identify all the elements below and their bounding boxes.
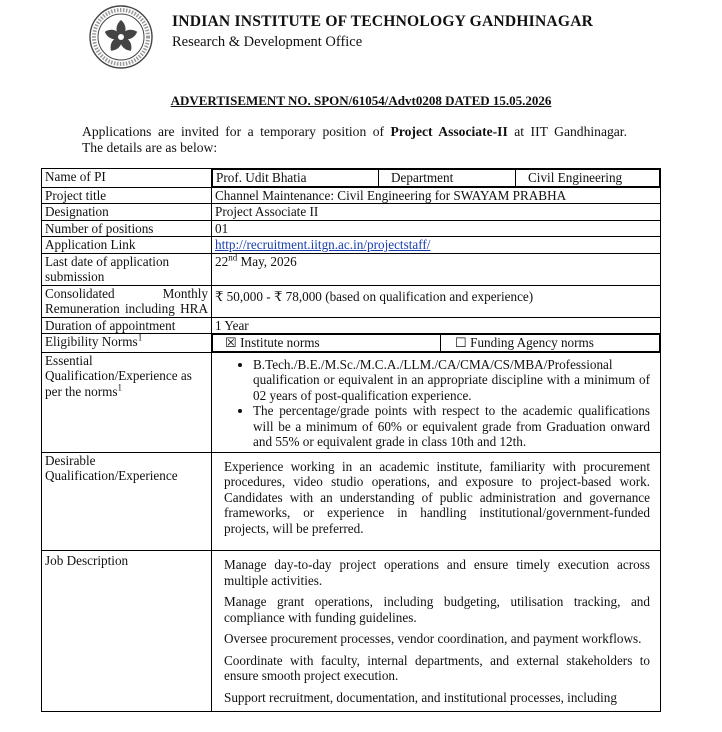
job-description-label: Job Description <box>42 551 212 712</box>
details-table <box>41 168 661 712</box>
table-row <box>42 334 661 353</box>
pi-label: Name of PI <box>42 169 212 188</box>
department-label: Department <box>379 170 516 187</box>
list-item: Coordinate with faculty, internal departments, and external stakeholders to ensure smooth project execution. <box>224 652 650 683</box>
project-title-value: Channel Maintenance: Civil Engineering for SWAYAM PRABHA <box>212 187 661 204</box>
job-description-value <box>212 551 661 712</box>
remuneration-value: ₹ 50,000 - ₹ 78,000 (based on qualification and experience) <box>212 285 661 317</box>
intro-paragraph: Applications are invited for a temporary position of Project Associate-II at IIT Gandhinagar. The details are as below: <box>82 124 627 155</box>
table-row <box>42 285 661 317</box>
table-row <box>42 204 661 221</box>
application-link[interactable]: http://recruitment.iitgn.ac.in/projectstaff/ <box>215 237 431 252</box>
positions-value: 01 <box>212 220 661 237</box>
iitgn-seal-icon <box>88 4 154 70</box>
essential-value <box>212 352 661 452</box>
institute-name: INDIAN INSTITUTE OF TECHNOLOGY GANDHINAGAR <box>172 13 594 30</box>
table-row <box>42 551 661 712</box>
advertisement-title: ADVERTISEMENT NO. SPON/61054/Advt0208 DATED 15.05.2026 <box>170 93 552 108</box>
list-item: Manage day-to-day project operations and ensure timely execution across multiple activities. <box>224 557 650 588</box>
table-row <box>42 352 661 452</box>
position-name: Project Associate-II <box>390 124 508 139</box>
designation-label: Designation <box>42 204 212 221</box>
table-row <box>42 187 661 204</box>
table-row <box>42 237 661 254</box>
table-row <box>42 220 661 237</box>
department-value: Civil Engineering <box>516 170 660 187</box>
last-date-value: 22nd May, 2026 <box>212 253 661 285</box>
list-item: Oversee procurement processes, vendor coordination, and payment workflows. <box>224 631 642 646</box>
list-item: • B.Tech./B.E./M.Sc./M.C.A./LLM./CA/CMA/CS/MBA/Professional qualification or equivalent in an appropriate discipline with a minimum of 02 years of post-qualification experience. <box>253 357 650 404</box>
essential-label: Essential Qualification/Experience as per the norms$^1$ <box>42 352 212 452</box>
remuneration-label: Consolidated Monthly Remuneration including HRA <box>42 285 212 317</box>
table-row <box>42 169 661 188</box>
institute-norms-checkbox[interactable]: ☒ Institute norms <box>213 335 441 352</box>
desirable-value: Experience working in an academic institute, familiarity with procurement procedures, video studio operations, and exposure to project-based work. Candidates with an understanding of public administration and governance frameworks, or experience in handling institutional/government-funded projects, will be preferred. <box>212 452 661 551</box>
last-date-label: Last date of application submission <box>42 253 212 285</box>
pi-value: Prof. Udit Bhatia <box>213 170 379 187</box>
list-item: Support recruitment, documentation, and institutional processes, including <box>224 689 617 705</box>
list-item: • The percentage/grade points with respect to the academic qualifications will be a minimum of 60% or equivalent grade from Graduation onward and 55% or equivalent grade in class 10th and 12th. <box>253 403 650 450</box>
designation-value: Project Associate II <box>212 204 661 221</box>
desirable-label: Desirable Qualification/Experience <box>42 452 212 551</box>
office-name: Research & Development Office <box>172 34 363 50</box>
funding-agency-norms-checkbox[interactable]: ☐ Funding Agency norms <box>441 335 660 352</box>
positions-label: Number of positions <box>42 220 212 237</box>
duration-value: 1 Year <box>212 317 661 334</box>
table-row <box>42 253 661 285</box>
list-item: Manage grant operations, including budgeting, utilisation tracking, and compliance with funding guidelines. <box>224 594 650 625</box>
duration-label: Duration of appointment <box>42 317 212 334</box>
application-link-label: Application Link <box>42 237 212 254</box>
letterhead <box>88 4 708 66</box>
table-row <box>42 317 661 334</box>
eligibility-label: Eligibility Norms$^1$ <box>42 334 212 353</box>
project-title-label: Project title <box>42 187 212 204</box>
table-row <box>42 452 661 551</box>
